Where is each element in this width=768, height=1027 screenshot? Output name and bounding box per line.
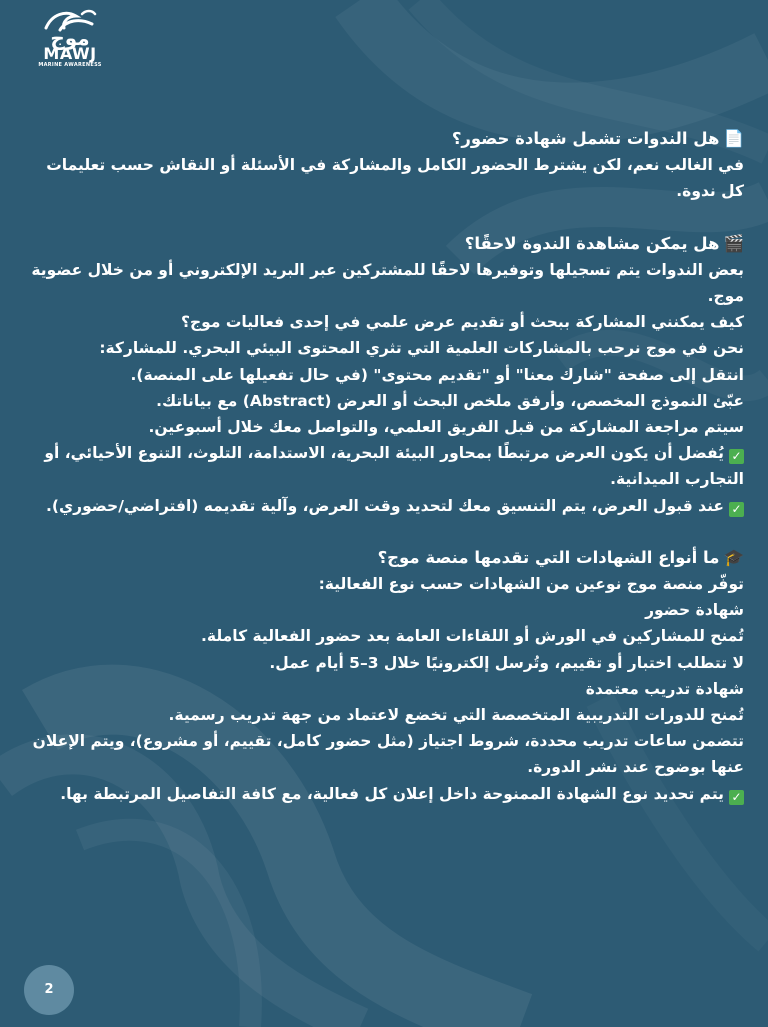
faq-content: [20, 126, 744, 807]
faq-answer-line: انتقل إلى صفحة "شارك معنا" أو "تقديم محتوى" (في حال تفعيلها على المنصة).: [130, 365, 744, 384]
faq-answer-line: تُمنح للدورات التدريبية المتخصصة التي تخضع لاعتماد من جهة تدريب رسمية.: [168, 706, 744, 725]
mawj-logo: [38, 6, 102, 82]
faq-question: 🎓ما أنواع الشهادات التي تقدمها منصة موج؟: [20, 545, 744, 571]
logo-latin: MAWJ: [43, 44, 97, 63]
faq-answer-line: بعض الندوات يتم تسجيلها وتوفيرها لاحقًا للمشتركين عبر البريد الإلكتروني أو من خلال عضوية موج.: [31, 260, 744, 306]
faq-answer-line: كيف يمكنني المشاركة ببحث أو تقديم عرض علمي في إحدى فعاليات موج؟: [180, 313, 744, 332]
logo-tagline: MARINE AWARENESS: [38, 62, 102, 68]
check-mark-icon: ✓: [729, 502, 744, 517]
logo-arabic: موج: [50, 26, 90, 50]
graduation-cap-icon: 🎓: [723, 547, 744, 567]
check-mark-icon: ✓: [729, 449, 744, 464]
faq-question: 📄هل الندوات تشمل شهادة حضور؟: [20, 126, 744, 152]
document-icon: 📄: [723, 129, 744, 148]
faq-answer-line: شهادة حضور: [645, 601, 744, 620]
faq-answer-line: تتضمن ساعات تدريب محددة، شروط اجتياز (مثل حضور كامل، تقييم، أو مشروع)، ويتم الإعلان عنها بوضوح عند نشر الدورة.: [32, 732, 744, 777]
faq-answer-line: نحن في موج نرحب بالمشاركات العلمية التي تثري المحتوى البيئي البحري. للمشاركة:: [99, 339, 744, 358]
clapperboard-icon: 🎬: [723, 233, 744, 253]
faq-section-certificate-types: [20, 545, 744, 807]
faq-answer-line: لا تتطلب اختبار أو تقييم، وتُرسل إلكترونيًا خلال 3–5 أيام عمل.: [269, 653, 744, 672]
faq-check-line: ✓عند قبول العرض، يتم التنسيق معك لتحديد وقت العرض، وآلية تقديمه (افتراضي/حضوري).: [20, 493, 744, 519]
page-number-badge: 2: [24, 965, 74, 1015]
faq-section-recording: [20, 231, 744, 519]
faq-answer-line: سيتم مراجعة المشاركة من قبل الفريق العلمي، والتواصل معك خلال أسبوعين.: [148, 418, 744, 437]
faq-answer-line: تُمنح للمشاركين في الورش أو اللقاءات العامة بعد حضور الفعالية كاملة.: [201, 627, 744, 646]
faq-check-line: ✓يُفضل أن يكون العرض مرتبطًا بمحاور البيئة البحرية، الاستدامة، التلوث، التنوع الأحيائي، أو التجارب الميدانية.: [44, 444, 744, 489]
check-mark-icon: ✓: [729, 790, 744, 805]
faq-answer-line: توفّر منصة موج نوعين من الشهادات حسب نوع الفعالية:: [318, 575, 744, 594]
faq-answer-line: عبّئ النموذج المخصص، وأرفق ملخص البحث أو العرض (Abstract) مع بياناتك.: [156, 391, 744, 410]
faq-answer-line: شهادة تدريب معتمدة: [585, 679, 744, 698]
faq-question: 🎬هل يمكن مشاهدة الندوة لاحقًا؟: [20, 231, 744, 257]
faq-answer-line: في الغالب نعم، لكن يشترط الحضور الكامل والمشاركة في الأسئلة أو النقاش حسب تعليمات كل ندوة.: [46, 156, 744, 201]
faq-section-certificate: [20, 126, 744, 205]
faq-check-line: ✓يتم تحديد نوع الشهادة الممنوحة داخل إعلان كل فعالية، مع كافة التفاصيل المرتبطة بها.: [20, 781, 744, 807]
